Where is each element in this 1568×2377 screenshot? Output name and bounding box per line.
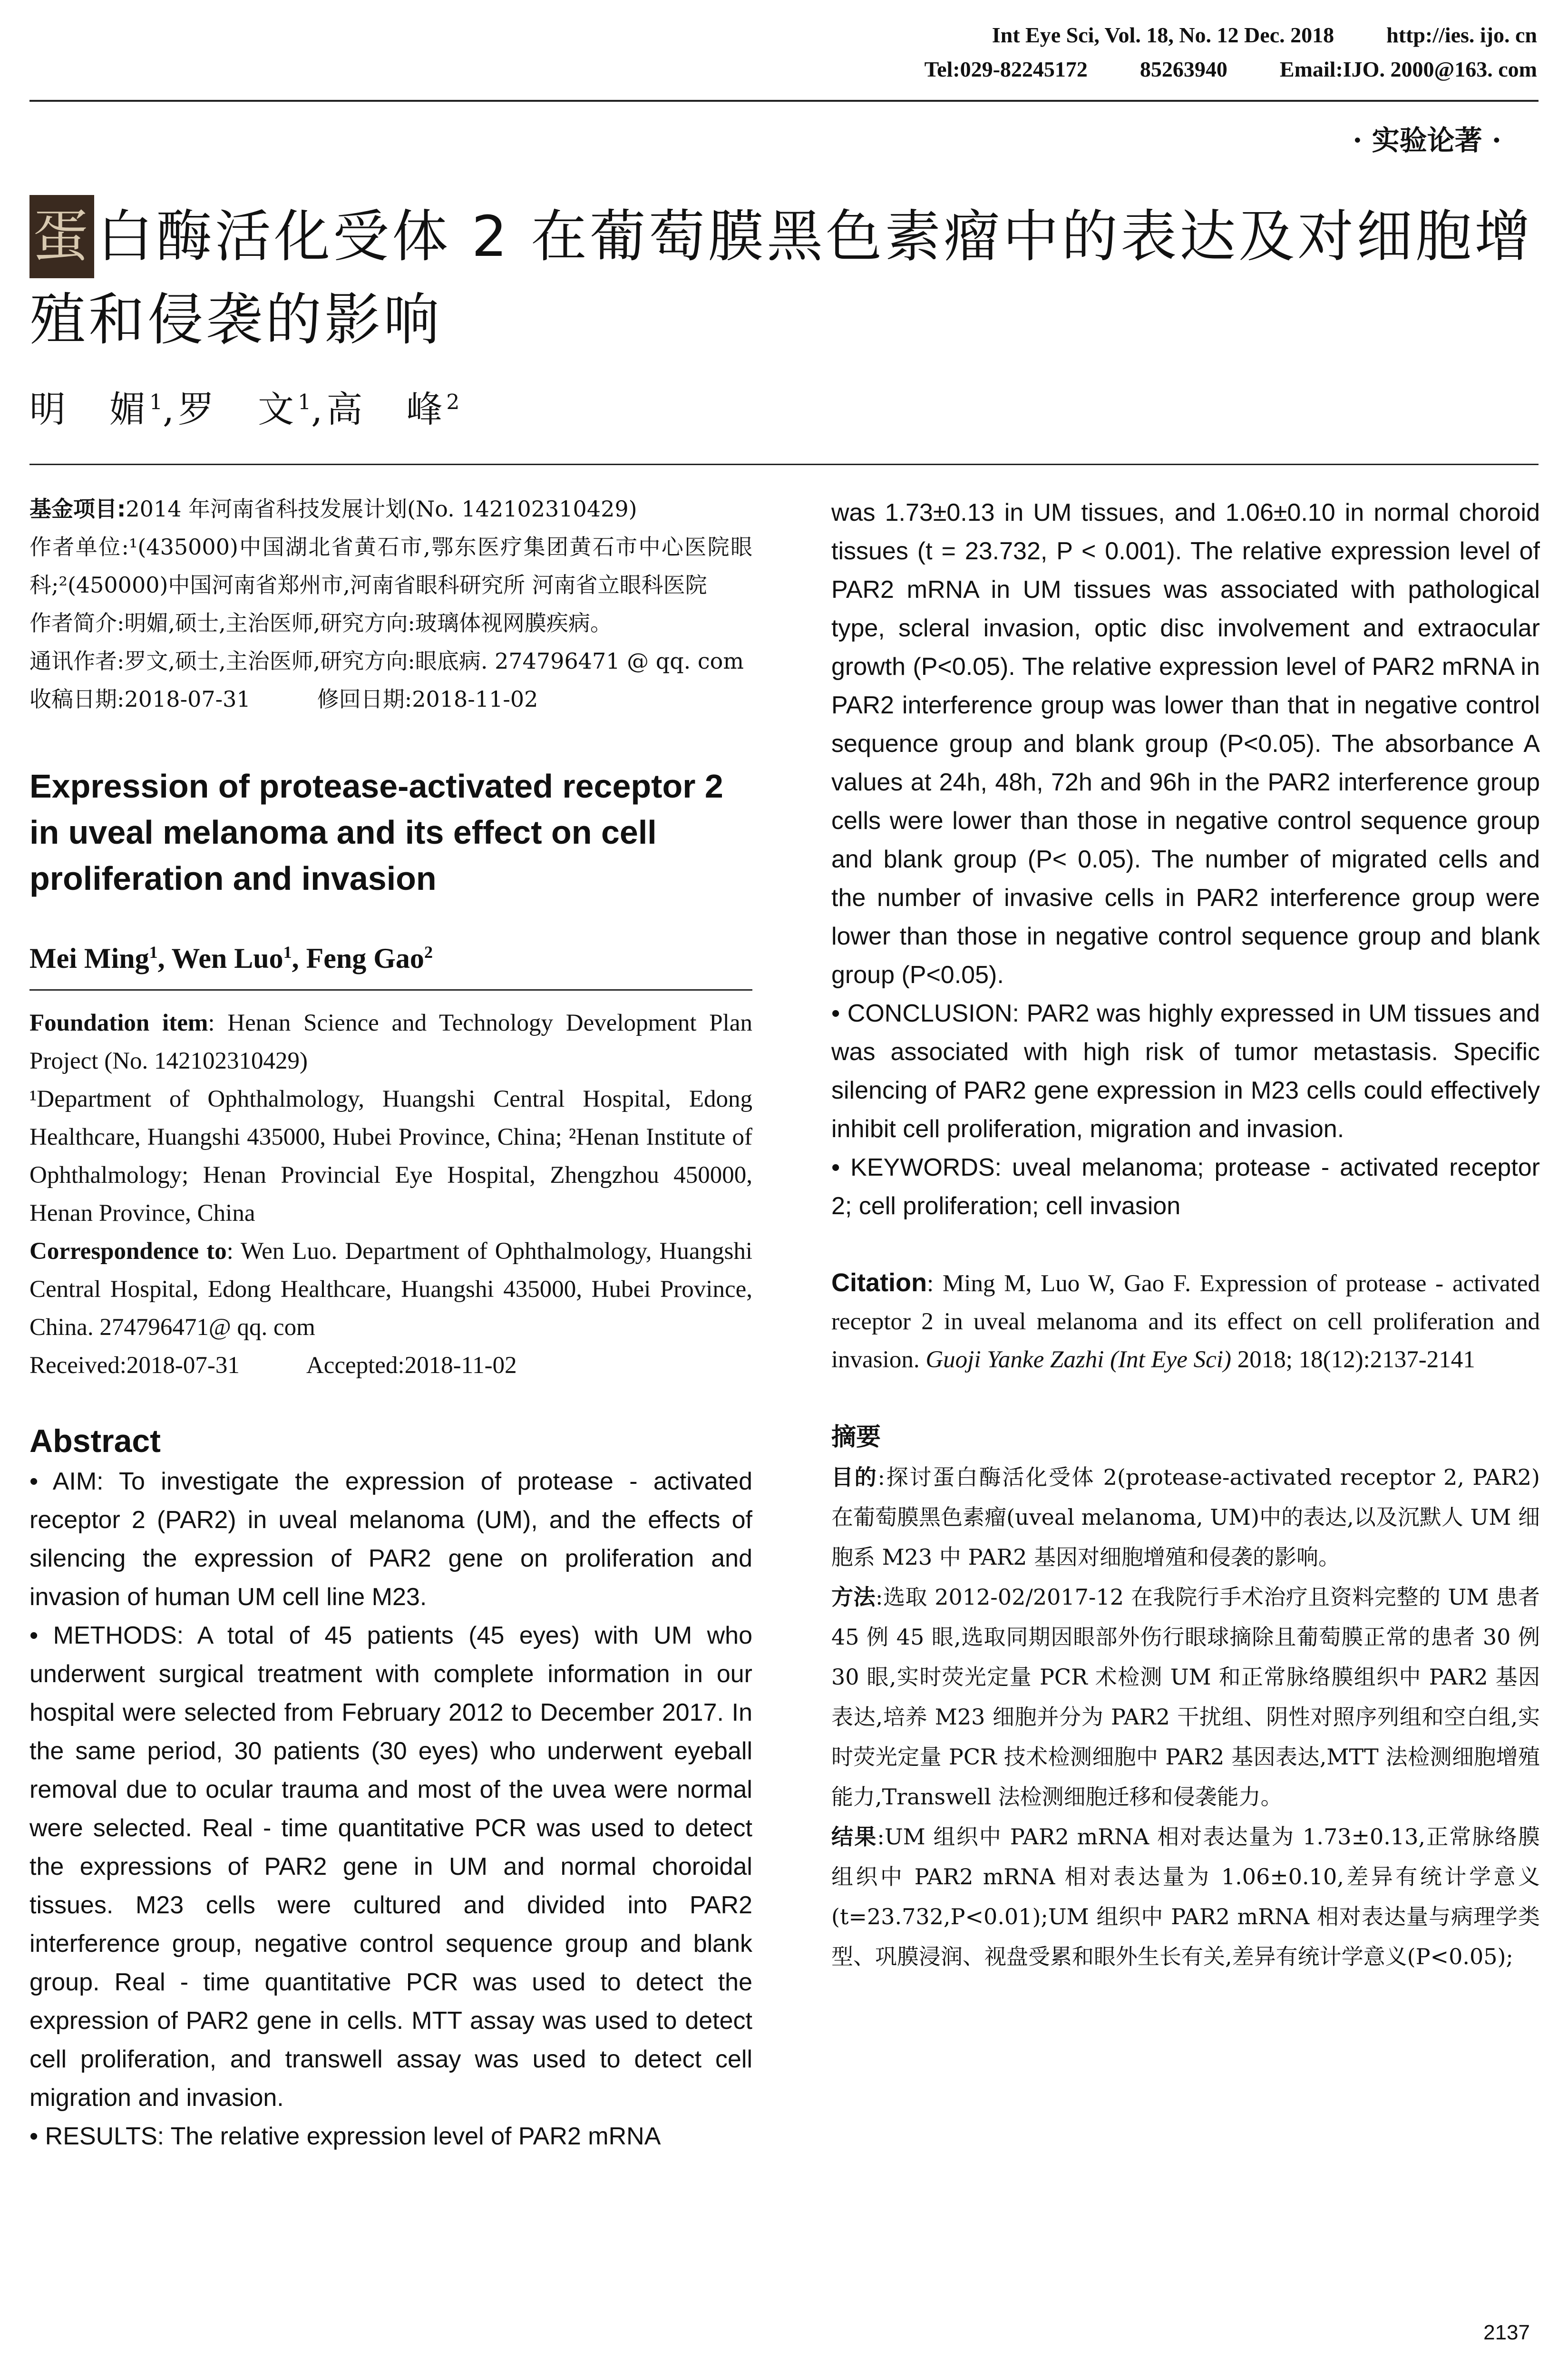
foundation-label-en: Foundation item — [29, 1010, 208, 1036]
page-number: 2137 — [1483, 2321, 1530, 2344]
received-en: Received:2018-07-31 — [29, 1352, 240, 1379]
author-3-affil: 2 — [446, 390, 460, 415]
citation — [831, 1264, 1540, 1379]
abstract-methods: • METHODS: A total of 45 patients (45 eyes) with UM who underwent surgical treatment with complete information in our hospital were selected from February 2012 to December 2017. In the same period, 30 patients (30 eyes) who underwent eyeball removal due to ocular trauma and most of the uvea were normal were selected. Real - time quantitative PCR was used to detect the expressions of PAR2 gene in UM and normal choroidal tissues. M23 cells were cultured and divided into PAR2 interference group, negative control sequence group and blank group. Real - time quantitative PCR was used to detect the expression of PAR2 gene in cells. MTT assay was used to detect cell proliferation, and transwell assay was used to detect cell migration and invasion. — [29, 1622, 752, 2112]
correspondence-en: : Wen Luo. Department of Ophthalmology, Huangshi Central Hospital, Edong Healthcare, Huangshi 435000, Hubei Province, China. 274796471@ qq. com — [29, 1238, 752, 1341]
journal-tel2: 85263940 — [1139, 57, 1227, 81]
abstract-results-start: • RESULTS: The relative expression level of PAR2 mRNA — [29, 2123, 661, 2150]
correspondence-label-en: Correspondence to — [29, 1238, 227, 1265]
right-column — [831, 494, 1540, 1977]
author-en-2: Wen Luo — [171, 943, 283, 974]
author-en-1-affil: 1 — [149, 943, 158, 962]
author-1-affil: 1 — [149, 390, 163, 415]
author-2-affil: 1 — [298, 390, 312, 415]
author-en-3-affil: 2 — [424, 943, 433, 962]
citation-tail: 2018; 18(12):2137-2141 — [1237, 1346, 1475, 1373]
info-en — [29, 1004, 752, 1384]
abstract-body-right — [831, 494, 1540, 1226]
aim-cn: :探讨蛋白酶活化受体 2(protease-activated receptor 2, PAR2)在葡萄膜黑色素瘤(uveal melanoma, UM)中的表达,以及沉默人 UM 细胞系 M23 中 PAR2 基因对细胞增殖和侵袭的影响。 — [831, 1464, 1540, 1570]
info-cn — [29, 490, 752, 718]
foundation-en: : Henan Science and Technology Development Plan Project (No. 142102310429) — [29, 1010, 752, 1074]
journal-header — [925, 18, 1537, 87]
citation-text: : Ming M, Luo W, Gao F. Expression of protease - activated receptor 2 in uveal melanoma and its effect on cell proliferation and invasion. — [831, 1270, 1540, 1373]
journal-url[interactable]: http://ies. ijo. cn — [1386, 23, 1537, 47]
abstract-heading: Abstract — [29, 1423, 161, 1459]
author-2: 罗 文 — [178, 388, 298, 430]
journal-tel: Tel:029-82245172 — [924, 57, 1088, 81]
authors-cn: 明 媚$^1$,罗 文$^1$,高 峰$^2$ — [29, 388, 460, 430]
title-divider — [29, 464, 1539, 465]
section-tag: · 实验论著 · — [1353, 124, 1501, 156]
authors-divider — [29, 989, 752, 991]
journal-email[interactable]: Email:IJO. 2000@163. com — [1279, 57, 1537, 81]
results-label-cn: 结果 — [831, 1824, 877, 1850]
header-divider — [29, 100, 1539, 102]
citation-label: Citation — [831, 1268, 927, 1297]
accepted-en: Accepted:2018-11-02 — [306, 1352, 517, 1379]
author-en-1: Mei Ming — [29, 943, 149, 974]
abstract-results-cont: was 1.73±0.13 in UM tissues, and 1.06±0.10 in normal choroid tissues (t = 23.732, P < 0.001). The relative expression level of PAR2 mRNA in UM tissues was associated with pathological type, scleral invasion, optic disc involvement and extraocular growth (P<0.05). The relative expression level of PAR2 mRNA in PAR2 interference group was lower than that in negative control sequence group and blank group (P<0.05). The absorbance A values at 24h, 48h, 72h and 96h in the PAR2 interference group cells were lower than those in negative control sequence group and blank group (P< 0.05). The number of migrated cells and the number of invasive cells in PAR2 interference group were lower than those in negative control sequence group and blank group (P<0.05). — [831, 499, 1540, 989]
correspondence-cn: 通讯作者:罗文,硕士,主治医师,研究方向:眼底病. 274796471 @ qq. com — [29, 648, 744, 674]
methods-label-cn: 方法 — [831, 1584, 876, 1610]
affiliations-en: ¹Department of Ophthalmology, Huangshi Central Hospital, Edong Healthcare, Huangshi 435000, Hubei Province, China; ²Henan Institute of Ophthalmology; Henan Provincial Eye Hospital, Zhengzhou 450000, Henan Province, China — [29, 1086, 752, 1227]
methods-cn: :选取 2012-02/2017-12 在我院行手术治疗且资料完整的 UM 患者 45 例 45 眼,选取同期因眼部外伤行眼球摘除且葡萄膜正常的患者 30 例 30 眼,实时荧光定量 PCR 术检测 UM 和正常脉络膜组织中 PAR2 基因表达,培养 M23 细胞并分为 PAR2 干扰组、阴性对照序列组和空白组,实时荧光定量 PCR 技术检测细胞中 PAR2 基因表达,MTT 法检测细胞增殖能力,Transwell 法检测细胞迁移和侵袭能力。 — [831, 1584, 1540, 1810]
abstract-conclusion: • CONCLUSION: PAR2 was highly expressed in UM tissues and was associated with high risk of tumor metastasis. Specific silencing of PAR2 gene expression in M23 cells could effectively inhibit cell proliferation, migration and invasion. — [831, 1000, 1540, 1143]
journal-info: Int Eye Sci, Vol. 18, No. 12 Dec. 2018 — [992, 23, 1334, 47]
citation-journal: Guoji Yanke Zazhi (Int Eye Sci) — [925, 1346, 1231, 1373]
results-cn: :UM 组织中 PAR2 mRNA 相对表达量为 1.73±0.13,正常脉络膜组织中 PAR2 mRNA 相对表达量为 1.06±0.10,差异有统计学意义(t=23.732,P<0.01);UM 组织中 PAR2 mRNA 相对表达量与病理学类型、巩膜浸润、视盘受累和眼外生长有关,差异有统计学意义(P<0.05); — [831, 1824, 1540, 1969]
abstract-body-left — [29, 1462, 752, 2156]
left-column — [29, 490, 752, 2156]
aim-label-cn: 目的 — [831, 1464, 878, 1490]
foundation-cn: 2014 年河南省科技发展计划(No. 142102310429) — [126, 496, 637, 522]
abstract-cn-body — [831, 1457, 1540, 1977]
title-text: 白酶活化受体 2 在葡萄膜黑色素瘤中的表达及对细胞增殖和侵袭的影响 — [29, 204, 1534, 352]
abstract-cn-heading: 摘要 — [831, 1423, 881, 1452]
author-en-3: Feng Gao — [306, 943, 424, 974]
author-1: 明 媚 — [29, 388, 149, 430]
revised-cn: 修回日期:2018-11-02 — [317, 686, 538, 712]
author-en-2-affil: 1 — [283, 943, 292, 962]
author-3: 高 峰 — [326, 388, 447, 430]
bio-cn: 作者简介:明媚,硕士,主治医师,研究方向:玻璃体视网膜疾病。 — [29, 610, 612, 636]
received-cn: 收稿日期:2018-07-31 — [29, 686, 251, 712]
article-title-cn — [29, 195, 1551, 361]
foundation-label-cn: 基金项目: — [29, 496, 126, 522]
title-initial: 蛋 — [29, 195, 94, 278]
article-title-en: Expression of protease-activated receptor 2 in uveal melanoma and its effect on cell proliferation and invasion — [29, 768, 723, 897]
abstract-aim: • AIM: To investigate the expression of protease - activated receptor 2 (PAR2) in uveal melanoma (UM), and the effects of silencing the expression of PAR2 gene on proliferation and invasion of human UM cell line M23. — [29, 1468, 752, 1611]
units-cn: 作者单位:¹(435000)中国湖北省黄石市,鄂东医疗集团黄石市中心医院眼科;²(450000)中国河南省郑州市,河南省眼科研究所 河南省立眼科医院 — [29, 534, 752, 598]
abstract-keywords: • KEYWORDS: uveal melanoma; protease - activated receptor 2; cell proliferation; cell invasion — [831, 1154, 1540, 1220]
authors-en: Mei Ming$^1$, Wen Luo$^1$, Feng Gao$^2$ — [29, 943, 433, 974]
